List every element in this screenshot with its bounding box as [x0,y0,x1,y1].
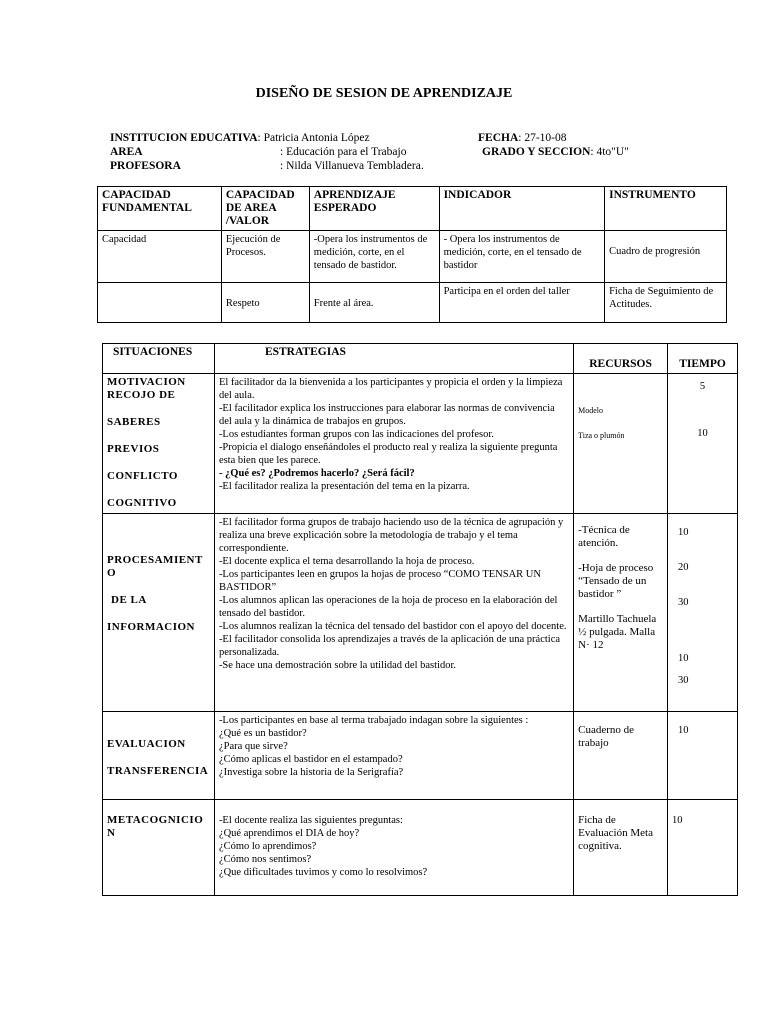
recurso-item: Modelo [578,406,604,415]
estrategia-line: -Los alumnos aplican las operaciones de la hoja de proceso en la elaboración del tensado del bastidor. [218,595,558,619]
situacion-line: TRANSFERENCIA [107,765,209,777]
estrategia-line: ¿Cómo nos sentimos? [218,854,312,865]
fecha-label: FECHA [478,132,519,144]
table-cell: Respeto [221,283,309,323]
capacidades-table [97,186,727,323]
situacion-line: INFORMACION [107,621,195,633]
estrategia-line: ¿Cómo lo aprendimos? [218,841,317,852]
estrategia-line: -El docente explica el tema desarrollando la hoja de proceso. [218,556,475,567]
tiempo-cell [668,374,738,514]
estrategia-line: - ¿Qué es? ¿Podremos hacerlo? ¿Será fácil? [218,468,415,479]
tiempo-value: 10 [678,653,689,664]
tiempo-cell [668,514,738,712]
header-tiempo: TIEMPO [668,344,738,374]
table-cell: Cuadro de progresión [605,231,727,283]
profesora-value: : Nilda Villanueva Tembladera. [280,160,424,172]
recurso-item: Tiza o plumón [578,431,625,440]
recursos-cell [574,712,668,800]
document-title: DISEÑO DE SESION DE APRENDIZAJE [255,86,513,101]
estrategia-line: El facilitador da la bienvenida a los participantes y propicia el orden y la limpieza del aula. [218,377,563,401]
recurso-item: Martillo Tachuela ½ pulgada. Malla N· 12 [578,613,657,651]
table-cell [98,283,222,323]
recurso-item: Cuaderno de trabajo [578,724,635,749]
institucion-value: : Patricia Antonia López [257,132,370,144]
situacion-line: METACOGNICION [107,814,204,839]
tiempo-cell [668,800,738,896]
estrategia-line: ¿Para que sirve? [218,741,288,752]
recurso-item: Ficha de Evaluación Meta cognitiva. [578,814,653,852]
estrategia-line: -Los alumnos realizan la técnica del tensado del bastidor con el apoyo del docente. [218,621,567,632]
estrategias-cell [214,712,573,800]
area-label: AREA [110,146,143,158]
table-row [103,374,738,514]
estrategia-line: -Se hace una demostración sobre la utilidad del bastidor. [218,660,456,671]
tiempo-value: 30 [678,597,689,608]
estrategia-line: ¿Que dificultades tuvimos y como lo resolvimos? [218,867,428,878]
grado-value: : 4to"U" [590,146,629,158]
situacion-line: PROCESAMIENTO [107,554,203,579]
recursos-cell [574,374,668,514]
estrategia-line: ¿Qué es un bastidor? [218,728,307,739]
estrategias-cell [214,514,573,712]
situacion-metacognicion [103,800,215,896]
recursos-cell [574,514,668,712]
table-cell: - Opera los instrumentos de medición, corte, en el tensado de bastidor [439,231,605,283]
situacion-line: CONFLICTO [107,470,178,482]
estrategias-cell [214,374,573,514]
header-recursos: RECURSOS [574,344,668,374]
tiempo-value: 5 [699,381,706,392]
situacion-line: EVALUACION [107,738,186,750]
situacion-line: SABERES [107,416,161,428]
tiempo-value: 30 [678,675,689,686]
estrategia-line: -Los participantes leen en grupos la hojas de proceso “COMO TENSAR UN BASTIDOR” [218,569,541,593]
situacion-line: DE LA [111,594,147,606]
table-row [98,231,727,283]
situacion-line: COGNITIVO [107,497,177,509]
estrategia-line: ¿Investiga sobre la historia de la Serigrafía? [218,767,404,778]
estrategia-line: -Los estudiantes forman grupos con las indicaciones del profesor. [218,429,494,440]
table-cell: Capacidad [98,231,222,283]
recurso-item: -Hoja de proceso “Tensado de un bastidor ” [578,562,654,600]
header-situaciones: SITUACIONES [103,344,215,374]
estrategia-line: -Los participantes en base al terma trabajado indagan sobre la siguientes : [218,715,529,726]
header-indicador: INDICADOR [439,187,605,231]
table-cell: Ficha de Seguimiento de Actitudes. [605,283,727,323]
info-block-right [478,131,629,159]
header-instrumento: INSTRUMENTO [605,187,727,231]
header-aprendizaje: APRENDIZAJE ESPERADO [309,187,439,231]
estrategia-line: -El facilitador explica los instrucciones para elaborar las normas de convivencia del aula y la dinámica de trabajos en grupos. [218,403,555,427]
table-cell: Participa en el orden del taller [439,283,605,323]
institucion-label: INSTITUCION EDUCATIVA [110,132,258,144]
estrategia-line: -El facilitador forma grupos de trabajo haciendo uso de la técnica de agrupación y realiza una breve explicación sobre la metodología de trabajo y el tema correspondiente. [218,517,564,554]
table-cell: Frente al área. [309,283,439,323]
situacion-line: MOTIVACION RECOJO DE [107,376,186,401]
estrategias-table [102,343,738,896]
table-cell: Ejecución de Procesos. [221,231,309,283]
estrategia-line: -El facilitador consolida los aprendizajes a través de la aplicación de una práctica personalizada. [218,634,561,658]
tiempo-value: 10 [672,815,683,826]
capacidades-header-row [98,187,727,231]
estrategia-line: ¿Cómo aplicas el bastidor en el estampado? [218,754,403,765]
recurso-item: -Técnica de atención. [578,524,630,549]
table-row [103,712,738,800]
header-estrategias: ESTRATEGIAS [214,344,573,374]
situacion-line: PREVIOS [107,443,160,455]
recursos-cell [574,800,668,896]
tiempo-value: 10 [678,527,689,538]
header-capacidad-area: CAPACIDAD DE AREA /VALOR [221,187,309,231]
area-value: : Educación para el Trabajo [280,146,407,158]
tiempo-value: 10 [678,725,689,736]
profesora-label: PROFESORA [110,160,181,172]
estrategias-header-row [103,344,738,374]
estrategia-line: -Propicia el dialogo enseñándoles el producto real y realiza la siguiente pregunta esta bien que les parece. [218,442,558,466]
tiempo-value: 10 [697,428,708,439]
table-row [103,800,738,896]
fecha-value: : 27-10-08 [518,132,567,144]
info-block-left [110,131,424,173]
estrategia-line: -El docente realiza las siguientes preguntas: [218,815,403,826]
tiempo-cell [668,712,738,800]
tiempo-value: 20 [678,562,689,573]
situacion-procesamiento [103,514,215,712]
table-row [98,283,727,323]
grado-label: GRADO Y SECCION [482,146,591,158]
table-row [103,514,738,712]
header-capacidad-fundamental: CAPACIDAD FUNDAMENTAL [98,187,222,231]
estrategia-line: ¿Qué aprendimos el DIA de hoy? [218,828,360,839]
estrategias-cell [214,800,573,896]
estrategia-line: -El facilitador realiza la presentación del tema en la pizarra. [218,481,470,492]
situacion-evaluacion [103,712,215,800]
situacion-motivacion [103,374,215,514]
table-cell: -Opera los instrumentos de medición, corte, en el tensado de bastidor. [309,231,439,283]
